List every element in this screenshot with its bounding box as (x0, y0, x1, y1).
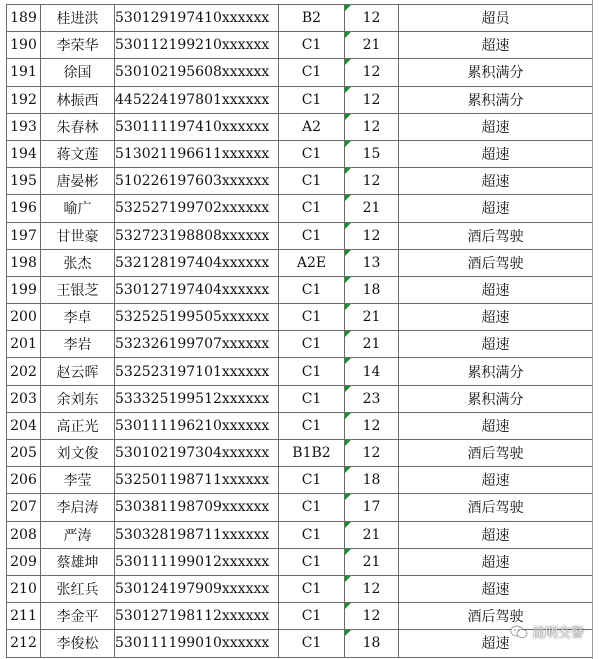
table-row (7, 113, 593, 140)
table-row (7, 494, 593, 521)
wechat-icon (510, 625, 528, 639)
id-number-cell[interactable]: 445224197801xxxxxx (115, 86, 279, 113)
name-cell[interactable]: 高正光 (41, 412, 115, 439)
name-cell[interactable]: 张杰 (41, 249, 115, 276)
points-cell[interactable]: 12 (345, 603, 399, 630)
id-number-cell[interactable]: 530381198709xxxxxx (115, 494, 279, 521)
table-row (7, 548, 593, 575)
name-cell[interactable]: 桂进洪 (41, 5, 115, 32)
name-cell[interactable]: 王银芝 (41, 276, 115, 303)
name-cell[interactable]: 蒋文莲 (41, 140, 115, 167)
table-row (7, 59, 593, 86)
table-row (7, 222, 593, 249)
row-number-cell[interactable]: 206 (7, 467, 41, 494)
name-cell[interactable]: 喻广 (41, 195, 115, 222)
id-number-cell[interactable]: 530102195608xxxxxx (115, 59, 279, 86)
row-number-cell[interactable]: 208 (7, 521, 41, 548)
license-class-cell[interactable]: B1B2 (279, 440, 345, 467)
table-row (7, 467, 593, 494)
license-class-cell[interactable]: C1 (279, 276, 345, 303)
points-cell[interactable]: 21 (345, 548, 399, 575)
id-number-cell[interactable]: 530127198112xxxxxx (115, 603, 279, 630)
points-cell[interactable]: 12 (345, 113, 399, 140)
table-row (7, 86, 593, 113)
name-cell[interactable]: 李启涛 (41, 494, 115, 521)
name-cell[interactable]: 余刘东 (41, 385, 115, 412)
id-number-cell[interactable]: 513021196611xxxxxx (115, 140, 279, 167)
table-row (7, 249, 593, 276)
license-class-cell[interactable]: C1 (279, 412, 345, 439)
points-cell[interactable]: 14 (345, 358, 399, 385)
license-class-cell[interactable]: C1 (279, 358, 345, 385)
table-row (7, 412, 593, 439)
license-class-cell[interactable]: A2 (279, 113, 345, 140)
watermark-text: 昆明交警 (531, 626, 584, 641)
table-row (7, 603, 593, 630)
name-cell[interactable]: 刘文俊 (41, 440, 115, 467)
row-number-cell[interactable]: 210 (7, 575, 41, 602)
name-cell[interactable]: 甘世豪 (41, 222, 115, 249)
name-cell[interactable]: 朱春林 (41, 113, 115, 140)
points-cell[interactable]: 12 (345, 59, 399, 86)
points-cell[interactable]: 15 (345, 140, 399, 167)
id-number-cell[interactable]: 530111197410xxxxxx (115, 113, 279, 140)
reason-cell[interactable]: 超速 (399, 32, 593, 59)
points-cell[interactable]: 18 (345, 467, 399, 494)
license-class-cell[interactable]: C1 (279, 168, 345, 195)
points-cell[interactable]: 13 (345, 249, 399, 276)
id-number-cell[interactable]: 510226197603xxxxxx (115, 168, 279, 195)
row-number-cell[interactable]: 196 (7, 195, 41, 222)
reason-cell[interactable]: 累积满分 (399, 59, 593, 86)
points-cell[interactable]: 21 (345, 195, 399, 222)
license-class-cell[interactable]: C1 (279, 603, 345, 630)
name-cell[interactable]: 蔡雄坤 (41, 548, 115, 575)
row-number-cell[interactable]: 211 (7, 603, 41, 630)
license-class-cell[interactable]: C1 (279, 494, 345, 521)
table-row (7, 575, 593, 602)
name-cell[interactable]: 李卓 (41, 304, 115, 331)
points-cell[interactable]: 12 (345, 222, 399, 249)
data-table (6, 4, 593, 658)
id-number-cell[interactable]: 530102197304xxxxxx (115, 440, 279, 467)
reason-cell[interactable]: 酒后驾驶 (399, 249, 593, 276)
name-cell[interactable]: 严涛 (41, 521, 115, 548)
reason-cell[interactable]: 超速 (399, 521, 593, 548)
points-cell[interactable]: 12 (345, 412, 399, 439)
points-cell[interactable]: 12 (345, 575, 399, 602)
license-class-cell[interactable]: C1 (279, 304, 345, 331)
reason-cell[interactable]: 累积满分 (399, 358, 593, 385)
name-cell[interactable]: 李俊松 (41, 630, 115, 657)
name-cell[interactable]: 李金平 (41, 603, 115, 630)
id-number-cell[interactable]: 533325199512xxxxxx (115, 385, 279, 412)
row-number-cell[interactable]: 190 (7, 32, 41, 59)
table-row (7, 331, 593, 358)
license-class-cell[interactable]: C1 (279, 32, 345, 59)
reason-cell[interactable]: 超速 (399, 195, 593, 222)
reason-cell[interactable]: 酒后驾驶 (399, 222, 593, 249)
row-number-cell[interactable]: 207 (7, 494, 41, 521)
reason-cell[interactable]: 超速 (399, 140, 593, 167)
row-number-cell[interactable]: 203 (7, 385, 41, 412)
license-class-cell[interactable]: C1 (279, 630, 345, 657)
row-number-cell[interactable]: 212 (7, 630, 41, 657)
row-number-cell[interactable]: 189 (7, 5, 41, 32)
points-cell[interactable]: 21 (345, 521, 399, 548)
row-number-cell[interactable]: 204 (7, 412, 41, 439)
id-number-cell[interactable]: 532527199702xxxxxx (115, 195, 279, 222)
reason-cell[interactable]: 超速 (399, 467, 593, 494)
row-number-cell[interactable]: 199 (7, 276, 41, 303)
row-number-cell[interactable]: 205 (7, 440, 41, 467)
row-number-cell[interactable]: 201 (7, 331, 41, 358)
points-cell[interactable]: 18 (345, 630, 399, 657)
reason-cell[interactable]: 超速 (399, 168, 593, 195)
name-cell[interactable]: 张红兵 (41, 575, 115, 602)
row-number-cell[interactable]: 200 (7, 304, 41, 331)
row-number-cell[interactable]: 198 (7, 249, 41, 276)
row-number-cell[interactable]: 194 (7, 140, 41, 167)
table-row (7, 358, 593, 385)
license-class-cell[interactable]: C1 (279, 385, 345, 412)
points-cell[interactable]: 17 (345, 494, 399, 521)
reason-cell[interactable]: 酒后驾驶 (399, 440, 593, 467)
id-number-cell[interactable]: 532523197101xxxxxx (115, 358, 279, 385)
reason-cell[interactable]: 超速 (399, 276, 593, 303)
table-row (7, 32, 593, 59)
row-number-cell[interactable]: 195 (7, 168, 41, 195)
table-row (7, 630, 593, 657)
reason-cell[interactable]: 超速 (399, 575, 593, 602)
points-cell[interactable]: 18 (345, 276, 399, 303)
table-row (7, 440, 593, 467)
row-number-cell[interactable]: 209 (7, 548, 41, 575)
license-class-cell[interactable]: C1 (279, 59, 345, 86)
id-number-cell[interactable]: 532525199505xxxxxx (115, 304, 279, 331)
license-class-cell[interactable]: C1 (279, 548, 345, 575)
id-number-cell[interactable]: 530127197404xxxxxx (115, 276, 279, 303)
row-number-cell[interactable]: 191 (7, 59, 41, 86)
points-cell[interactable]: 12 (345, 5, 399, 32)
license-class-cell[interactable]: C1 (279, 86, 345, 113)
license-class-cell[interactable]: A2E (279, 249, 345, 276)
id-number-cell[interactable]: 530112199210xxxxxx (115, 32, 279, 59)
table-row (7, 276, 593, 303)
license-class-cell[interactable]: B2 (279, 5, 345, 32)
points-cell[interactable]: 12 (345, 440, 399, 467)
id-number-cell[interactable]: 530129197410xxxxxx (115, 5, 279, 32)
name-cell[interactable]: 唐晏彬 (41, 168, 115, 195)
reason-cell[interactable]: 超速 (399, 113, 593, 140)
license-class-cell[interactable]: C1 (279, 521, 345, 548)
table-body (7, 5, 593, 658)
points-cell[interactable]: 21 (345, 331, 399, 358)
name-cell[interactable]: 赵云晖 (41, 358, 115, 385)
points-cell[interactable]: 12 (345, 86, 399, 113)
reason-cell[interactable]: 超速 (399, 630, 593, 657)
row-number-cell[interactable]: 193 (7, 113, 41, 140)
column-divider (592, 0, 593, 659)
license-class-cell[interactable]: C1 (279, 195, 345, 222)
id-number-cell[interactable]: 530111196210xxxxxx (115, 412, 279, 439)
watermark (510, 622, 584, 641)
id-number-cell[interactable]: 530111199012xxxxxx (115, 548, 279, 575)
id-number-cell[interactable]: 532326199707xxxxxx (115, 331, 279, 358)
points-cell[interactable]: 21 (345, 304, 399, 331)
reason-cell[interactable]: 累积满分 (399, 86, 593, 113)
reason-cell[interactable]: 超员 (399, 5, 593, 32)
reason-cell[interactable]: 酒后驾驶 (399, 494, 593, 521)
license-class-cell[interactable]: C1 (279, 575, 345, 602)
table-row (7, 521, 593, 548)
table-row (7, 168, 593, 195)
reason-cell[interactable]: 超速 (399, 331, 593, 358)
table-row (7, 195, 593, 222)
id-number-cell[interactable]: 532501198711xxxxxx (115, 467, 279, 494)
row-number-cell[interactable]: 197 (7, 222, 41, 249)
name-cell[interactable]: 徐国 (41, 59, 115, 86)
id-number-cell[interactable]: 532723198808xxxxxx (115, 222, 279, 249)
points-cell[interactable]: 23 (345, 385, 399, 412)
id-number-cell[interactable]: 530111199010xxxxxx (115, 630, 279, 657)
row-number-cell[interactable]: 202 (7, 358, 41, 385)
license-class-cell[interactable]: C1 (279, 140, 345, 167)
name-cell[interactable]: 李荣华 (41, 32, 115, 59)
id-number-cell[interactable]: 530124197909xxxxxx (115, 575, 279, 602)
table-row (7, 385, 593, 412)
license-class-cell[interactable]: C1 (279, 222, 345, 249)
reason-cell[interactable]: 超速 (399, 304, 593, 331)
id-number-cell[interactable]: 530328198711xxxxxx (115, 521, 279, 548)
table-row (7, 304, 593, 331)
name-cell[interactable]: 李莹 (41, 467, 115, 494)
license-class-cell[interactable]: C1 (279, 467, 345, 494)
table-row (7, 140, 593, 167)
points-cell[interactable]: 12 (345, 168, 399, 195)
reason-cell[interactable]: 累积满分 (399, 385, 593, 412)
reason-cell[interactable]: 超速 (399, 548, 593, 575)
table-row (7, 5, 593, 32)
name-cell[interactable]: 李岩 (41, 331, 115, 358)
name-cell[interactable]: 林振西 (41, 86, 115, 113)
row-number-cell[interactable]: 192 (7, 86, 41, 113)
id-number-cell[interactable]: 532128197404xxxxxx (115, 249, 279, 276)
license-class-cell[interactable]: C1 (279, 331, 345, 358)
reason-cell[interactable]: 酒后驾驶 (399, 603, 593, 630)
points-cell[interactable]: 21 (345, 32, 399, 59)
reason-cell[interactable]: 超速 (399, 412, 593, 439)
